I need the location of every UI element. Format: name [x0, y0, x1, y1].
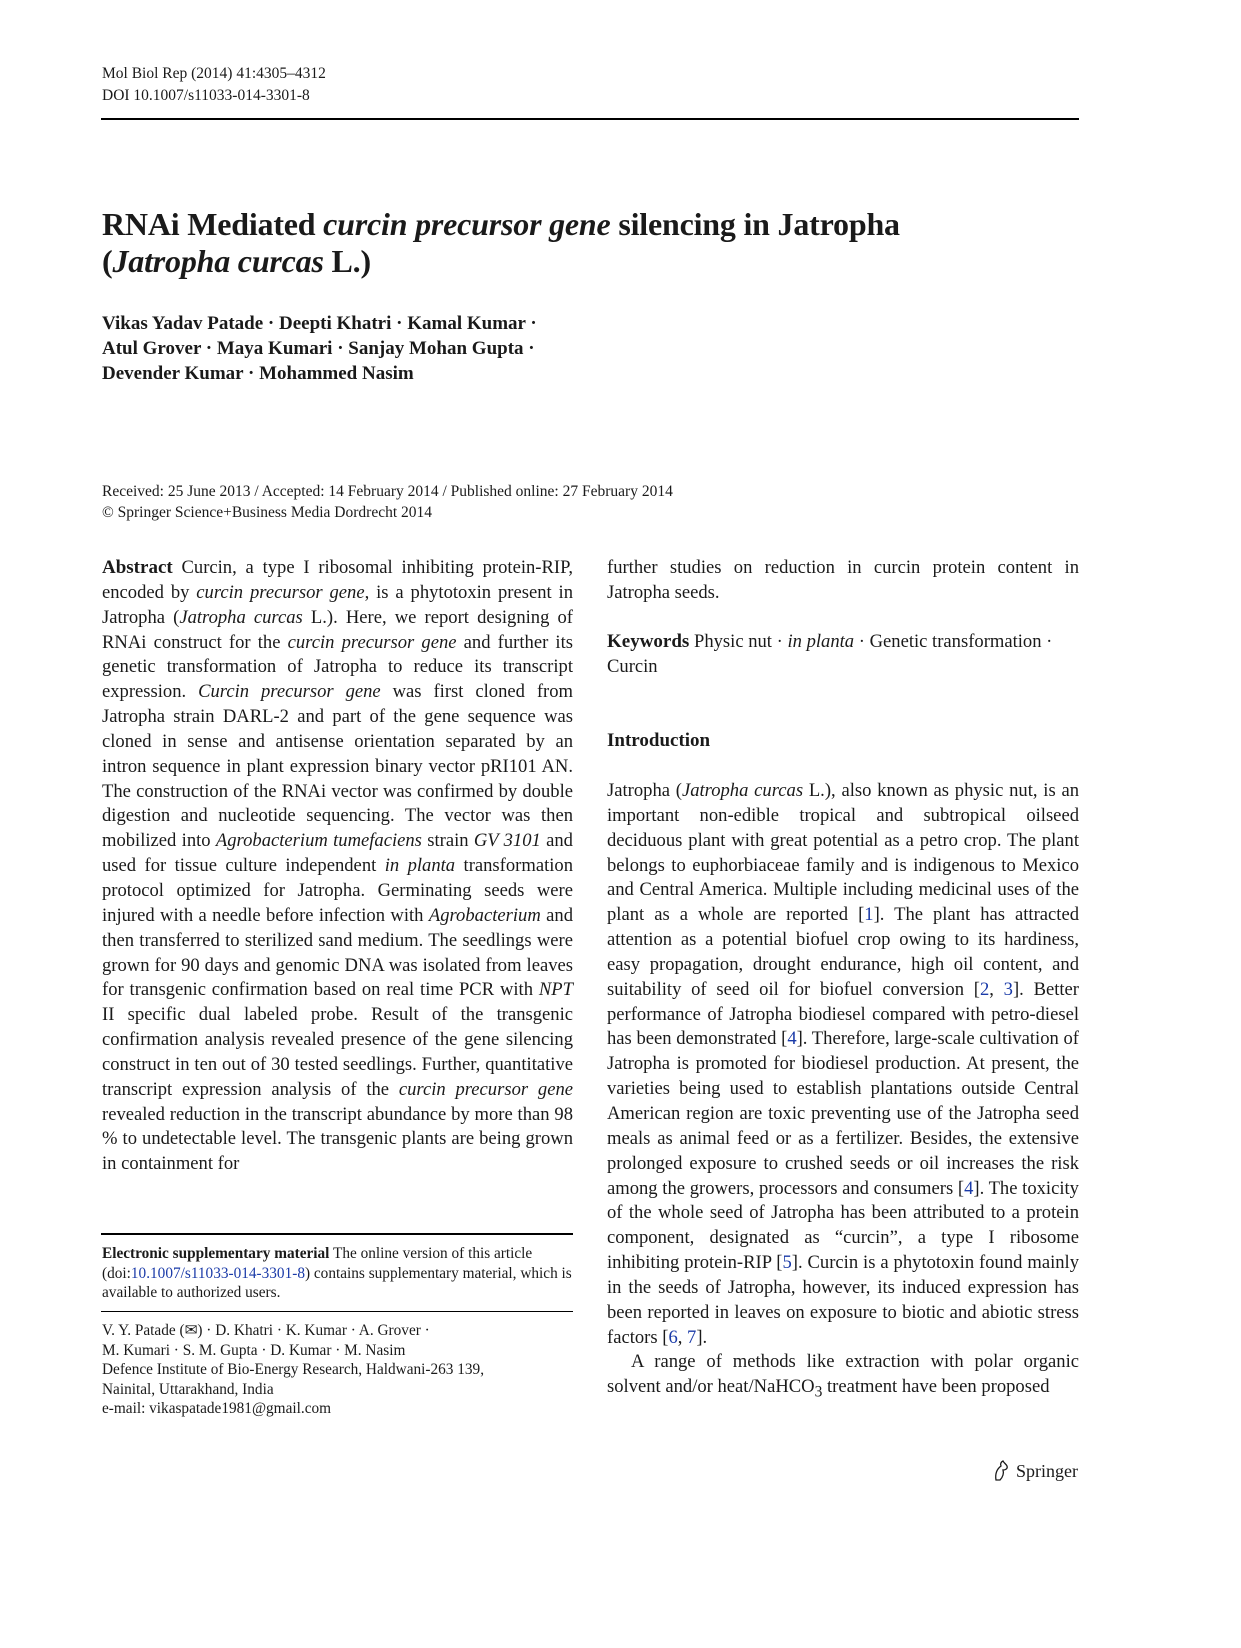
- esm-label: Electronic supplementary material: [102, 1245, 330, 1262]
- journal-citation: Mol Biol Rep (2014) 41:4305–4312: [102, 65, 326, 82]
- abstract-label: Abstract: [102, 557, 173, 578]
- affiliation: V. Y. Patade (✉) · D. Khatri · K. Kumar · A. Grover · M. Kumari · S. M. Gupta · D. Kumar · M. Nasim Defence Institute of Bio-Energy Research, Haldwani-263 139, Nainital, Uttarakhand, India e-mail: vikaspatade1981@gmail.com: [102, 1321, 573, 1419]
- introduction-heading: Introduction: [607, 730, 711, 751]
- citation-link[interactable]: 4: [964, 1177, 974, 1199]
- citation-link[interactable]: 3: [1003, 978, 1013, 1000]
- springer-horse-icon: [992, 1460, 1010, 1482]
- citation-link[interactable]: 7: [687, 1326, 697, 1348]
- introduction-body: [607, 779, 1079, 1406]
- keywords-label: Keywords: [607, 631, 690, 652]
- footnote-rule: [101, 1233, 573, 1235]
- abstract-continued: further studies on reduction in curcin protein content in Jatropha seeds.: [607, 557, 1079, 603]
- doi: DOI 10.1007/s11033-014-3301-8: [102, 87, 310, 104]
- email[interactable]: e-mail: vikaspatade1981@gmail.com: [102, 1400, 332, 1417]
- page-title: RNAi Mediated curcin precursor gene silencing in Jatropha (Jatropha curcas L.): [102, 206, 900, 279]
- publication-dates: Received: 25 June 2013 / Accepted: 14 February 2014 / Published online: 27 February 2014 © Springer Science+Business Media Dordrecht 2014: [102, 483, 673, 521]
- citation-link[interactable]: 2: [979, 978, 990, 1000]
- citation-link[interactable]: 4: [787, 1028, 797, 1050]
- intro-paragraph-1: Jatropha (Jatropha curcas L.), also known as physic nut, is an important non-edible tropical and subtropical oilseed deciduous plant with great potential as a petro crop. The plant belongs to euphorbiaceae family and is indigenous to Mexico and Central America. Multiple including medicinal uses of the plant as a whole are reported [1]. The plant has attracted attention as a potential biofuel crop owing to its hardiness, easy propagation, drought endurance, high oil content, and suitability of seed oil for biofuel conversion [2, 3]. Better performance of Jatropha biodiesel compared with petro-diesel has been demonstrated [4]. Therefore, large-scale cultivation of Jatropha is promoted for biodiesel production. At present, the varieties being used to establish plantations outside Central American region are toxic preventing use of the Jatropha seed meals as animal feed or as a fertilizer. Besides, the extensive prolonged exposure to crushed seeds or oil increases the risk among the growers, processors and consumers [4]. The toxicity of the whole seed of Jatropha has been attributed to a protein component, designated as “curcin”, a type I ribosome inhibiting protein-RIP [5]. Curcin is a phytotoxin found mainly in the seeds of Jatropha, however, its induced expression has been reported in leaves on exposure to biotic and abiotic stress factors [6, 7].: [607, 780, 1080, 1348]
- supplementary-note: Electronic supplementary material The online version of this article (doi:10.1007/s11033-014-3301-8) contains supplementary material, which is available to authorized users.: [102, 1245, 572, 1301]
- doi-link[interactable]: 10.1007/s11033-014-3301-8: [130, 1264, 305, 1282]
- citation-link[interactable]: 6: [668, 1326, 678, 1348]
- header-rule: [101, 118, 1079, 120]
- affiliation-rule: [101, 1311, 573, 1312]
- springer-logo: Springer: [992, 1460, 1078, 1482]
- author-list: Vikas Yadav Patade · Deepti Khatri · Kamal Kumar · Atul Grover · Maya Kumari · Sanjay Mohan Gupta · Devender Kumar · Mohammed Nasim: [102, 313, 537, 384]
- citation-link[interactable]: 1: [864, 904, 874, 926]
- citation-link[interactable]: 5: [782, 1252, 792, 1274]
- intro-paragraph-2: A range of methods like extraction with polar organic solvent and/or heat/NaHCO$_3$ treatment have been proposed: [607, 1351, 1079, 1401]
- keywords: Keywords Physic nut · in planta · Genetic transformation · Curcin: [607, 631, 1053, 677]
- abstract: Abstract Curcin, a type I ribosomal inhibiting protein-RIP, encoded by curcin precursor gene, is a phytotoxin present in Jatropha (Jatropha curcas L.). Here, we report designing of RNAi construct for the curcin precursor gene and further its genetic transformation of Jatropha to reduce its transcript expression. Curcin precursor gene was first cloned from Jatropha strain DARL-2 and part of the gene sequence was cloned in sense and antisense orientation separated by an intron sequence in plant expression binary vector pRI101 AN. The construction of the RNAi vector was confirmed by double digestion and nucleotide sequencing. The vector was then mobilized into Agrobacterium tumefaciens strain GV 3101 and used for tissue culture independent in planta transformation protocol optimized for Jatropha. Germinating seeds were injured with a needle before infection with Agrobacterium and then transferred to sterilized sand medium. The seedlings were grown for 90 days and genomic DNA was isolated from leaves for transgenic confirmation based on real time PCR with NPT II specific dual labeled probe. Result of the transgenic confirmation analysis revealed presence of the gene silencing construct in ten out of 30 tested seedlings. Further, quantitative transcript expression analysis of the curcin precursor gene revealed reduction in the transcript abundance by more than 98 % to undetectable level. The transgenic plants are being grown in containment for: [102, 557, 574, 1175]
